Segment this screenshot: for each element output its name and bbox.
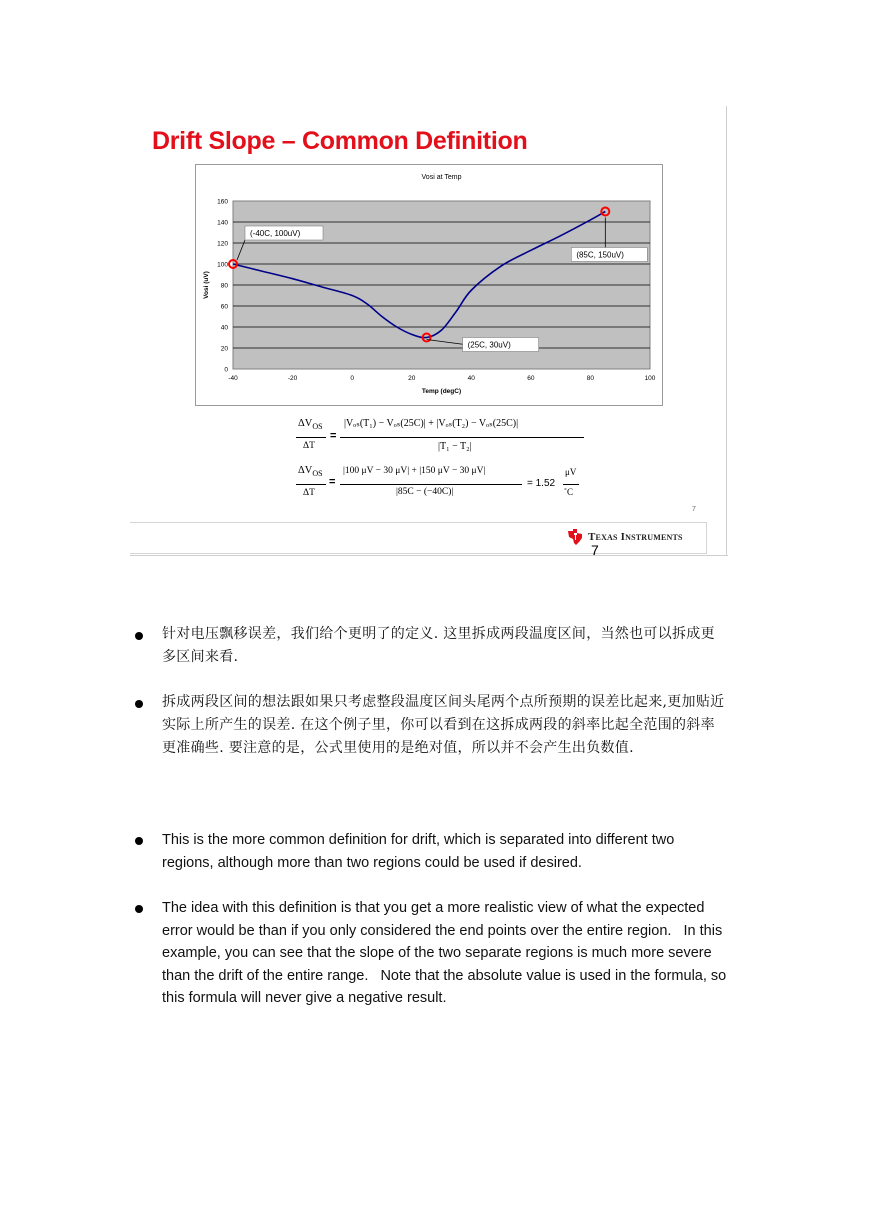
x-tick-label: -40	[228, 375, 238, 382]
logo-text: Texas Instruments	[588, 531, 683, 543]
y-tick-label: 100	[217, 261, 228, 269]
slide-title: Drift Slope – Common Definition	[152, 127, 528, 155]
formula2-lhs-fraction-line	[296, 484, 326, 485]
x-tick-label: 40	[467, 375, 475, 382]
x-tick-label: 60	[527, 375, 535, 382]
y-tick-label: 60	[220, 303, 228, 311]
formula1-equals: =	[330, 430, 337, 442]
y-tick-label: 120	[217, 240, 228, 248]
formula1-lhs-denominator: ΔT	[303, 441, 315, 451]
x-tick-label: 100	[644, 375, 656, 382]
slide-bottom-border	[130, 555, 728, 556]
y-tick-label: 80	[220, 282, 228, 290]
formula2-lhs-numerator: $\Delta V_{OS}$	[298, 465, 323, 479]
y-axis-label: Vosi (uV)	[203, 271, 210, 299]
y-tick-label: 160	[217, 198, 228, 206]
y-tick-label: 40	[220, 324, 228, 332]
formula2-result: = 1.52	[527, 478, 556, 489]
formula1-rhs-denominator: |T₁ − T₂|	[438, 441, 472, 452]
chart-title: Vosi at Temp	[421, 174, 462, 181]
bullet-icon	[135, 700, 143, 708]
paragraph-en-1: This is the more common definition for drift, which is separated into different two regions, although more than two regions could be used if desired.	[162, 832, 675, 871]
chart-canvas	[196, 165, 662, 405]
x-tick-label: 0	[350, 375, 354, 382]
formula1-lhs-numerator: $\Delta V_{OS}$	[298, 418, 323, 432]
annotation-label: (85C, 150uV)	[576, 250, 624, 260]
paragraph-en-2: The idea with this definition is that you get a more realistic view of what the expected error would be than if you only considered the end points over the entire region. In this example, you can see that the slope of the two separate regions is much more severe than the drift of the entire range. Note that the absolute value is used in the formula, so this formula will never give a negative result.	[162, 900, 727, 1007]
paragraph-cn-2: 拆成两段区间的想法跟如果只考虑整段温度区间头尾两个点所预期的误差比起来,更加贴近实际上所产生的误差. 在这个例子里，你可以看到在这拆成两段的斜率比起全范围的斜率更准确些. 要注意的是，公式里使用的是绝对值，所以并不会产生出负数值.	[162, 694, 725, 756]
formula1-lhs-fraction-line	[296, 437, 326, 438]
formula2-rhs-numerator: |100 μV − 30 μV| + |150 μV − 30 μV|	[343, 466, 486, 476]
formula2-unit-numerator: μV	[565, 467, 577, 477]
vosi-chart	[195, 164, 663, 406]
formula2-unit-denominator: ˚C	[564, 487, 573, 497]
formula2-equals: =	[329, 476, 336, 488]
bullet-icon	[135, 837, 143, 845]
formula2-lhs-denominator: ΔT	[303, 488, 315, 498]
y-tick-label: 140	[217, 219, 228, 227]
slide-number-small: 7	[692, 506, 696, 513]
slide-right-border	[726, 106, 727, 556]
x-tick-label: 80	[586, 375, 595, 382]
formula2-rhs-denominator: |85C − (−40C)|	[396, 487, 454, 497]
formula2-unit-fraction-line	[563, 484, 579, 485]
formula1-rhs-fraction-line	[340, 437, 584, 438]
bullet-icon	[135, 905, 143, 913]
x-tick-label: -20	[287, 375, 298, 382]
formula1-rhs-numerator: |Vₒₛ(T₁) − Vₒₛ(25C)| + |Vₒₛ(T₂) − Vₒₛ(25C)|	[344, 418, 519, 429]
ti-logo	[566, 528, 706, 548]
x-tick-label: 20	[408, 375, 416, 382]
slide-number: 7	[591, 542, 599, 558]
annotation-label: (25C, 30uV)	[467, 340, 511, 350]
formula2-rhs-fraction-line	[340, 484, 522, 485]
texas-state-logo-icon	[566, 528, 584, 546]
x-axis-label: Temp (degC)	[421, 388, 462, 395]
bullet-icon	[135, 632, 143, 640]
paragraph-cn-1: 针对电压飘移误差，我们给个更明了的定义. 这里拆成两段温度区间，当然也可以拆成更多区间来看.	[162, 626, 715, 665]
y-tick-label: 0	[224, 366, 228, 374]
y-tick-label: 20	[220, 345, 228, 353]
annotation-label: (-40C, 100uV)	[250, 229, 301, 238]
